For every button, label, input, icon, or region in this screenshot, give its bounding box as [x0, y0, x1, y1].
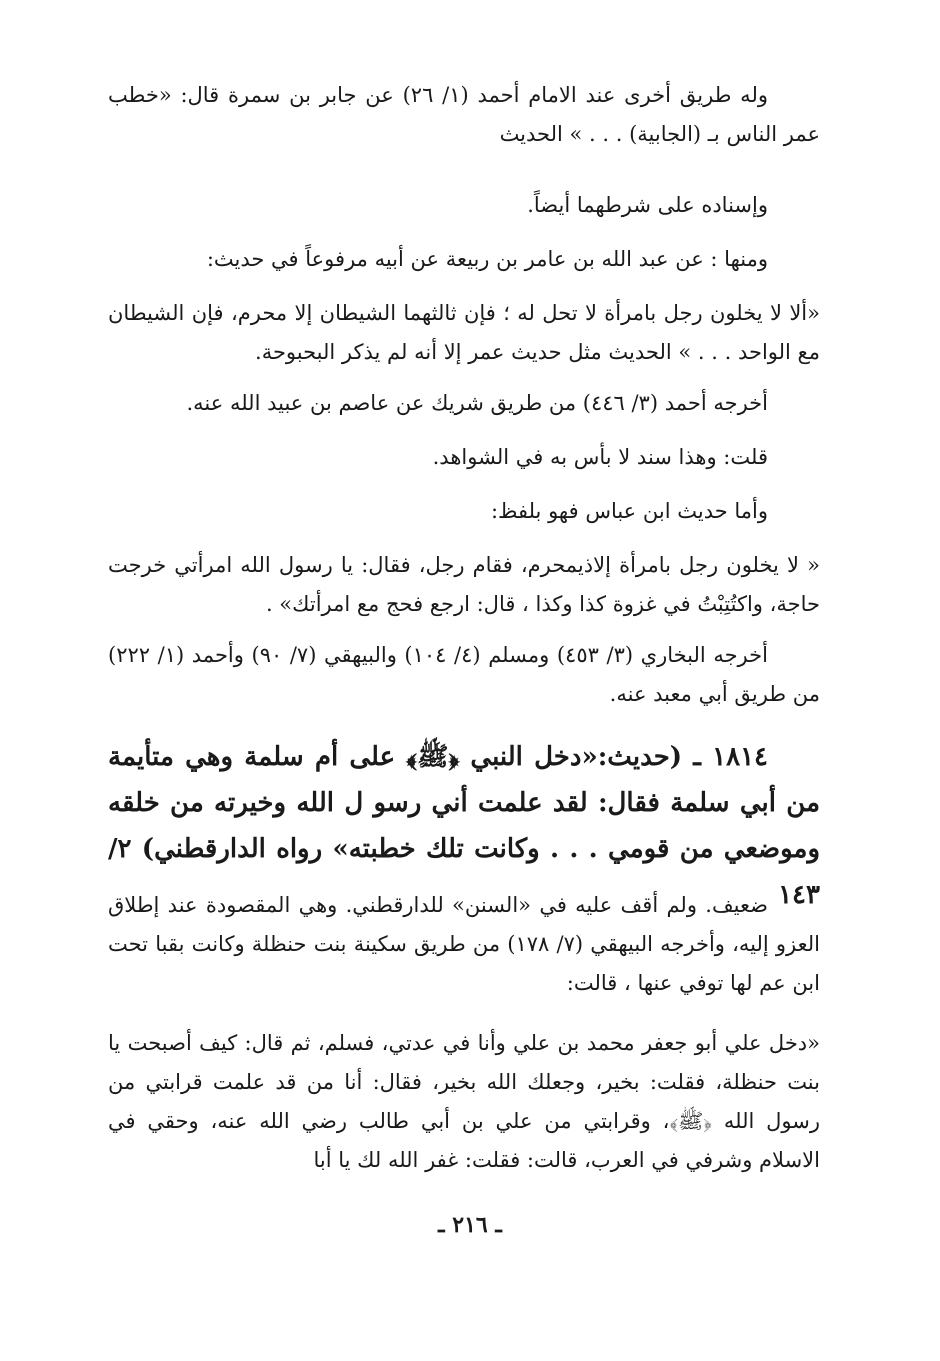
paragraph-ahmad-takhrij: أخرجه أحمد (٣/ ٤٤٦) من طريق شريك عن عاصم بن عبيد الله عنه.	[186, 391, 768, 415]
hadith-heading-1814: ١٨١٤ ـ (حديث:«دخل النبي ﴿ﷺ﴾ على أم سلمة وهي متأيمة من أبي سلمة فقال: لقد علمت أني رسو ل الله وخيرته من خلقه وموضعي من قومي . . . وكانت تلك خطبته» رواه الدارقطني) ٢/ ١٤٣	[108, 742, 820, 910]
paragraph-daif-ruling: ضعيف. ولم أقف عليه في «السنن» للدارقطني. وهي المقصودة عند إطلاق العزو إليه، وأخرجه البيهقي (٧/ ١٧٨) من طريق سكينة بنت حنظلة وكانت بقبا تحت ابن عم لها توفي عنها ، قالت:	[108, 893, 820, 995]
paragraph-ibn-abbas-intro: وأما حديث ابن عباس فهو بلفظ:	[490, 499, 768, 523]
paragraph-hadith-quote-1: «ألا لا يخلون رجل بامرأة لا تحل له ؛ فإن ثالثهما الشيطان إلا محرم، فإن الشيطان مع الواحد . . . » الحديث مثل حديث عمر إلا أنه لم يذكر البحبوحة.	[108, 301, 820, 364]
page-number: ـ ٢١٦ ـ	[438, 1212, 502, 1238]
paragraph-hadith-quote-2: « لا يخلون رجل بامرأة إلاذيمحرم، فقام رجل، فقال: يا رسول الله امرأتي خرجت حاجة، واكتُتِبْتُ في غزوة كذا وكذا ، قال: ارجع فحج مع امرأتك» .	[108, 553, 820, 616]
paragraph-abdullah-amir: ومنها : عن عبد الله بن عامر بن ربيعة عن أبيه مرفوعاً في حديث:	[206, 247, 768, 271]
paragraph-jabir-route: وله طريق أخرى عند الامام أحمد (١/ ٢٦) عن جابر بن سمرة قال: «خطب عمر الناس بـ (الجابية) . . . » الحديث	[108, 83, 820, 146]
paragraph-hadith-quote-3: «دخل علي أبو جعفر محمد بن علي وأنا في عدتي، فسلم، ثم قال: كيف أصبحت يا بنت حنظلة، فقلت: بخير، وجعلك الله بخير، فقال: أنا من قد علمت قرابتي من رسول الله ﴿ﷺ﴾، وقرابتي من علي بن أبي طالب رضي الله عنه، وحقي في الاسلام وشرفي في العرب، قالت: فقلت: غفر الله لك يا أبا	[108, 1031, 820, 1172]
paragraph-bukhari-takhrij: أخرجه البخاري (٣/ ٤٥٣) ومسلم (٤/ ١٠٤) والبيهقي (٧/ ٩٠) وأحمد (١/ ٢٢٢) من طريق أبي معبد عنه.	[108, 643, 820, 706]
paragraph-isnad-condition: وإسناده على شرطهما أيضاً.	[527, 193, 768, 217]
paragraph-sanad-note: قلت: وهذا سند لا بأس به في الشواهد.	[432, 445, 768, 469]
